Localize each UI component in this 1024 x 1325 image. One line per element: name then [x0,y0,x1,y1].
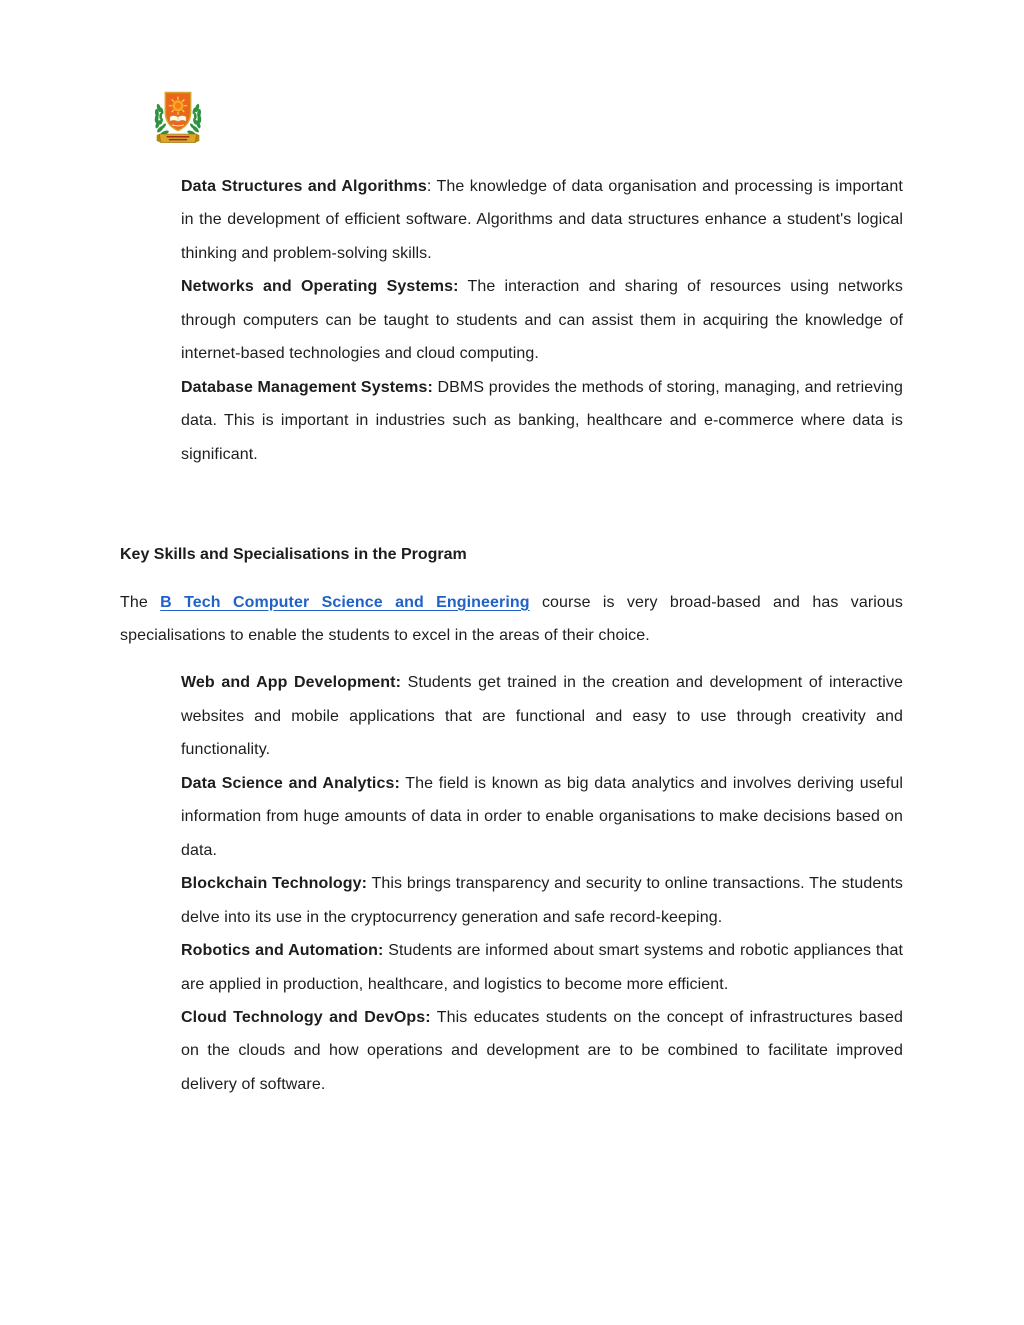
paragraph-lead-bold: Cloud Technology and DevOps: [181,1008,431,1026]
program-subjects-block [181,170,903,471]
paragraph-prefix-text: The [120,593,161,611]
specialisations-block [181,666,903,1101]
section-heading-key-skills: Key Skills and Specialisations in the Program [120,546,467,564]
paragraph-data-structures [181,170,903,270]
university-crest-icon [149,89,207,149]
paragraph-networks-os [181,270,903,370]
paragraph-body-text: : The knowledge of data organisation and processing is important in the development of efficient software. Algorithms and data structures enhance a student's logical thinking and problem-solving skills. [181,178,903,262]
paragraph-dbms [181,371,903,471]
university-crest-logo [149,89,207,149]
paragraph-body-text: This educates students on the concept of infrastructures based on the clouds and how operations and development are to be combined to facilitate improved delivery of software. [181,1008,903,1093]
paragraph-body-text: DBMS provides the methods of storing, managing, and retrieving data. This is important in industries such as banking, healthcare and e-commerce where data is significant. [181,378,903,463]
paragraph-robotics [181,934,903,1001]
paragraph-body-text: Students get trained in the creation and development of interactive websites and mobile applications that are functional and easy to use through creativity and functionality. [181,674,903,759]
paragraph-body-text: The field is known as big data analytics and involves deriving useful information from huge amounts of data in order to enable organisations to make decisions based on data. [181,774,903,859]
paragraph-body-text: The interaction and sharing of resources using networks through computers can be taught to students and can assist them in acquiring the knowledge of internet-based technologies and cloud computing. [181,278,903,363]
paragraph-lead-bold: Robotics and Automation: [181,942,384,960]
paragraph-data-science [181,767,903,867]
paragraph-lead-bold: Networks and Operating Systems: [181,278,459,296]
paragraph-web-app-development [181,666,903,766]
paragraph-lead-bold: Database Management Systems: [181,378,433,396]
paragraph-lead-bold: Web and App Development: [181,674,402,692]
paragraph-lead-bold: Data Structures and Algorithms [181,178,427,195]
paragraph-cloud-devops [181,1001,903,1101]
paragraph-lead-bold: Blockchain Technology: [181,875,368,893]
paragraph-blockchain [181,867,903,934]
course-link[interactable]: B Tech Computer Science and Engineering [160,593,530,611]
document-content [120,170,903,1101]
paragraph-body-text: This brings transparency and security to online transactions. The students delve into its use in the cryptocurrency generation and safe record-keeping. [181,875,903,926]
paragraph-suffix-text: course is very broad-based and has various specialisations to enable the students to excel in the areas of their choice. [120,593,904,644]
paragraph-lead-bold: Data Science and Analytics: [181,774,400,792]
paragraph-body-text: Students are informed about smart systems and robotic appliances that are applied in production, healthcare, and logistics to become more efficient. [181,942,903,993]
paragraph-course-overview [120,586,903,653]
